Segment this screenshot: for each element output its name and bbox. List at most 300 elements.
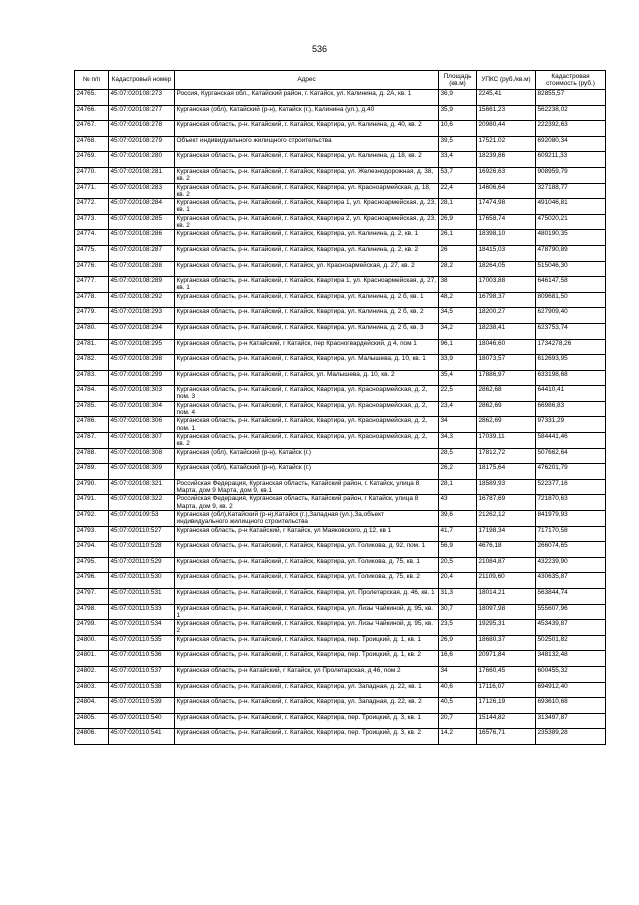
cell-area: 34,3 — [439, 433, 477, 449]
cell-cadnum: 45:07:020108:298 — [109, 355, 175, 371]
cell-cadnum: 45:07:020110:529 — [109, 557, 175, 573]
cell-cadnum: 45:07:020108:307 — [109, 433, 175, 449]
header-address: Адрес — [175, 71, 439, 90]
cell-num: 24772. — [75, 199, 109, 215]
cell-value: 612693,95 — [536, 355, 606, 371]
table-row — [75, 464, 606, 480]
table-row — [75, 698, 606, 714]
cell-value: 717170,58 — [536, 526, 606, 542]
cell-value: 646147,58 — [536, 277, 606, 293]
cell-cadnum: 45:07:020108:304 — [109, 401, 175, 417]
cell-upks: 15661,23 — [477, 105, 536, 121]
cell-address: Курганская область, р-н. Катайский, г. Катайск, Квартира, пер. Троицкий, д. 1, кв. 1 — [175, 635, 439, 651]
table-row — [75, 682, 606, 698]
cell-upks: 18239,86 — [477, 152, 536, 168]
header-cadnum: Кадастровый номер — [109, 71, 175, 90]
table-row — [75, 152, 606, 168]
cell-area: 20,7 — [439, 713, 477, 729]
cell-upks: 16576,71 — [477, 729, 536, 745]
table-row — [75, 713, 606, 729]
cell-address: Курганская область, р-н. Катайский, г. Катайск, Квартира, ул. Железнодорожная, д. 38, кв. 2 — [175, 167, 439, 183]
cell-value: 507662,64 — [536, 448, 606, 464]
cell-num: 24781. — [75, 339, 109, 355]
cell-address: Курганская область, р-н. Катайский, г. Катайск, Квартира 2, ул. Красноармейская, д. 23, кв. 2 — [175, 214, 439, 230]
cell-upks: 19295,31 — [477, 620, 536, 636]
cell-upks: 18073,57 — [477, 355, 536, 371]
cell-num: 24782. — [75, 355, 109, 371]
cell-value: 627909,40 — [536, 308, 606, 324]
cell-upks: 18097,98 — [477, 604, 536, 620]
cell-area: 10,6 — [439, 121, 477, 137]
cell-cadnum: 45:07:020108:309 — [109, 464, 175, 480]
cell-upks: 17660,45 — [477, 666, 536, 682]
cell-value: 327188,77 — [536, 183, 606, 199]
cell-address: Курганская область, р-н. Катайский, г. Катайск, Квартира, пер. Троицкий, д. 3, кв. 2 — [175, 729, 439, 745]
cell-area: 34 — [439, 417, 477, 433]
table-row — [75, 167, 606, 183]
cell-cadnum: 45:07:020108:321 — [109, 479, 175, 495]
cell-area: 34,2 — [439, 323, 477, 339]
cell-upks: 17521,02 — [477, 136, 536, 152]
cell-area: 26,1 — [439, 230, 477, 246]
cell-address: Курганская область, р-н. Катайский, г. Катайск, Квартира, ул. Красноармейская, д. 18, кв. 2 — [175, 183, 439, 199]
cell-value: 562238,02 — [536, 105, 606, 121]
cell-cadnum: 45:07:020108:279 — [109, 136, 175, 152]
cell-value: 522377,16 — [536, 479, 606, 495]
cell-num: 24766. — [75, 105, 109, 121]
cell-upks: 16798,37 — [477, 292, 536, 308]
cell-cadnum: 45:07:020108:281 — [109, 167, 175, 183]
cell-num: 24775. — [75, 245, 109, 261]
table-row — [75, 448, 606, 464]
cell-num: 24792. — [75, 511, 109, 527]
cell-num: 24770. — [75, 167, 109, 183]
cell-address: Курганская область, р-н. Катайский, г. Катайск, Квартира, ул. Красноармейская, д. 2, пом. 3 — [175, 386, 439, 402]
table-row — [75, 199, 606, 215]
cell-area: 38 — [439, 277, 477, 293]
cell-upks: 2862,69 — [477, 417, 536, 433]
cell-value: 235389,28 — [536, 729, 606, 745]
cell-value: 721870,63 — [536, 495, 606, 511]
cell-value: 908959,79 — [536, 167, 606, 183]
cell-area: 28,5 — [439, 448, 477, 464]
cell-upks: 15144,82 — [477, 713, 536, 729]
table-row — [75, 136, 606, 152]
cell-area: 20,4 — [439, 573, 477, 589]
table-row — [75, 651, 606, 667]
cell-upks: 17658,74 — [477, 214, 536, 230]
cell-address: Курганская область, р-н. Катайский, г. Катайск, Квартира, ул. Красноармейская, д. 2, кв. 2 — [175, 433, 439, 449]
cell-num: 24790. — [75, 479, 109, 495]
cell-upks: 18175,64 — [477, 464, 536, 480]
cell-cadnum: 45:07:020110:528 — [109, 542, 175, 558]
cell-value: 609211,33 — [536, 152, 606, 168]
cell-cadnum: 45:07:020108:286 — [109, 230, 175, 246]
cell-cadnum: 45:07:020110:533 — [109, 604, 175, 620]
cell-value: 515046,30 — [536, 261, 606, 277]
cell-address: Курганская (обл), Катайский (р-н), Катайск (г.) — [175, 448, 439, 464]
cell-value: 476201,79 — [536, 464, 606, 480]
cell-value: 841979,93 — [536, 511, 606, 527]
cell-area: 41,7 — [439, 526, 477, 542]
cell-num: 24789. — [75, 464, 109, 480]
cell-upks: 20971,84 — [477, 651, 536, 667]
cell-num: 24805. — [75, 713, 109, 729]
cell-value: 97331,29 — [536, 417, 606, 433]
cell-address: Курганская область, р-н. Катайский, г. Катайск, Квартира 1, ул. Красноармейская, д. 23, кв. 1 — [175, 199, 439, 215]
cell-area: 26 — [439, 245, 477, 261]
table-header-row — [75, 71, 606, 90]
table-row — [75, 277, 606, 293]
cell-value: 491046,81 — [536, 199, 606, 215]
table-row — [75, 511, 606, 527]
cell-value: 453439,87 — [536, 620, 606, 636]
cell-upks: 2862,69 — [477, 401, 536, 417]
cell-cadnum: 45:07:020110:538 — [109, 682, 175, 698]
table-row — [75, 121, 606, 137]
cell-num: 24803. — [75, 682, 109, 698]
cell-address: Курганская область, р-н. Катайский, г. Катайск, Квартира, ул. Калинина, д. 2, кв. 1 — [175, 230, 439, 246]
cell-area: 35,9 — [439, 105, 477, 121]
cell-num: 24773. — [75, 214, 109, 230]
table-row — [75, 589, 606, 605]
cell-address: Курганская область, р-н Катайский, г Катайск, пер Красногвардейский, д 4, пом 1 — [175, 339, 439, 355]
cell-area: 43 — [439, 495, 477, 511]
table-row — [75, 526, 606, 542]
cell-num: 24801. — [75, 651, 109, 667]
cell-value: 623753,74 — [536, 323, 606, 339]
cell-area: 56,9 — [439, 542, 477, 558]
cell-value: 478790,89 — [536, 245, 606, 261]
cell-num: 24783. — [75, 370, 109, 386]
cell-area: 26,9 — [439, 635, 477, 651]
cell-area: 53,7 — [439, 167, 477, 183]
cell-num: 24771. — [75, 183, 109, 199]
cell-address: Курганская область, р-н. Катайский, г. Катайск, Квартира, ул. Голикова, д. 75, кв. 1 — [175, 557, 439, 573]
cell-num: 24793. — [75, 526, 109, 542]
cell-address: Курганская область, р-н. Катайский, г. Катайск, Квартира, ул. Голикова, д. 75, кв. 2 — [175, 573, 439, 589]
cell-address: Курганская (обл), Катайский (р-н), Катайск (г.) — [175, 464, 439, 480]
cell-cadnum: 45:07:020108:278 — [109, 121, 175, 137]
cell-value: 348132,48 — [536, 651, 606, 667]
cell-value: 430635,87 — [536, 573, 606, 589]
cell-area: 35,4 — [439, 370, 477, 386]
table-row — [75, 495, 606, 511]
cell-upks: 18415,03 — [477, 245, 536, 261]
cell-upks: 17003,88 — [477, 277, 536, 293]
cell-num: 24774. — [75, 230, 109, 246]
cell-value: 584441,46 — [536, 433, 606, 449]
cell-upks: 18200,27 — [477, 308, 536, 324]
cell-upks: 17812,72 — [477, 448, 536, 464]
cell-address: Курганская область, р-н. Катайский, г. Катайск, Квартира, ул. Красноармейская, д. 2, пом. 1 — [175, 417, 439, 433]
cell-area: 20,5 — [439, 557, 477, 573]
cell-cadnum: 45:07:020110:527 — [109, 526, 175, 542]
cell-cadnum: 45:07:020108:289 — [109, 277, 175, 293]
cell-address: Курганская область, р-н. Катайский, г. Катайск, Квартира, ул. Красноармейская, д. 2, пом. 4 — [175, 401, 439, 417]
cell-area: 40,5 — [439, 698, 477, 714]
cell-num: 24797. — [75, 589, 109, 605]
cell-value: 64410,41 — [536, 386, 606, 402]
cell-num: 24795. — [75, 557, 109, 573]
table-row — [75, 386, 606, 402]
cell-address: Курганская область, р-н. Катайский, г. Катайск, Квартира, ул. Малышева, д. 10, кв. 1 — [175, 355, 439, 371]
cell-cadnum: 45:07:020110:536 — [109, 651, 175, 667]
cell-address: Курганская (обл),Катайский (р-н),Катайск (г.),Западная (ул.),За,объект индивидуального жилищного строительства — [175, 511, 439, 527]
cell-cadnum: 45:07:020108:308 — [109, 448, 175, 464]
cell-address: Курганская область, р-н. Катайский, г. Катайск, Квартира, ул. Западная, д. 22, кв. 2 — [175, 698, 439, 714]
cell-address: Курганская область, р-н. Катайский, г. Катайск, Квартира, ул. Калинина, д. 40, кв. 2 — [175, 121, 439, 137]
cell-address: Российская Федерация, Курганская область, Катайский район, г. Катайск, улица 8 Марта, дом 9 Марта, дом 9, кв.1 — [175, 479, 439, 495]
cell-upks: 20980,44 — [477, 121, 536, 137]
cell-upks: 2862,68 — [477, 386, 536, 402]
table-row — [75, 90, 606, 106]
cell-num: 24785. — [75, 401, 109, 417]
cell-upks: 18680,37 — [477, 635, 536, 651]
cell-num: 24784. — [75, 386, 109, 402]
cell-area: 26,2 — [439, 464, 477, 480]
cell-upks: 18589,93 — [477, 479, 536, 495]
cell-value: 313497,87 — [536, 713, 606, 729]
table-row — [75, 183, 606, 199]
cell-num: 24806. — [75, 729, 109, 745]
cell-upks: 18238,41 — [477, 323, 536, 339]
cell-area: 22,5 — [439, 386, 477, 402]
cell-num: 24799. — [75, 620, 109, 636]
cell-area: 34,5 — [439, 308, 477, 324]
cell-area: 14,2 — [439, 729, 477, 745]
cell-cadnum: 45:07:020108:277 — [109, 105, 175, 121]
cell-cadnum: 45:07:020108:295 — [109, 339, 175, 355]
table-row — [75, 433, 606, 449]
cell-area: 23,5 — [439, 620, 477, 636]
table-row — [75, 355, 606, 371]
cell-value: 480190,35 — [536, 230, 606, 246]
table-row — [75, 573, 606, 589]
cell-address: Курганская область, р-н. Катайский, г. Катайск, Квартира, ул. Калинина, д. 2, кв. 2 — [175, 245, 439, 261]
cell-area: 40,6 — [439, 682, 477, 698]
table-row — [75, 339, 606, 355]
cell-num: 24787. — [75, 433, 109, 449]
cell-value: 693610,68 — [536, 698, 606, 714]
table-row — [75, 542, 606, 558]
cell-area: 22,4 — [439, 183, 477, 199]
cell-cadnum: 45:07:020108:280 — [109, 152, 175, 168]
table-row — [75, 620, 606, 636]
table-row — [75, 105, 606, 121]
cell-cadnum: 45:07:020108:299 — [109, 370, 175, 386]
cell-cadnum: 45:07:020108:303 — [109, 386, 175, 402]
cell-area: 36,9 — [439, 90, 477, 106]
cell-upks: 17886,97 — [477, 370, 536, 386]
cell-cadnum: 45:07:020108:273 — [109, 90, 175, 106]
cell-cadnum: 45:07:020108:285 — [109, 214, 175, 230]
cell-upks: 17474,98 — [477, 199, 536, 215]
cadastral-table — [74, 70, 606, 745]
cell-upks: 18014,21 — [477, 589, 536, 605]
cell-cadnum: 45:07:020108:283 — [109, 183, 175, 199]
cell-upks: 21084,87 — [477, 557, 536, 573]
cell-address: Курганская область, р-н. Катайский, г. Катайск, Квартира, пер. Троицкий, д. 1, кв. 2 — [175, 651, 439, 667]
cell-upks: 18398,10 — [477, 230, 536, 246]
cell-cadnum: 45:07:020108:293 — [109, 308, 175, 324]
cell-num: 24802. — [75, 666, 109, 682]
cell-value: 222392,63 — [536, 121, 606, 137]
cell-num: 24794. — [75, 542, 109, 558]
cell-upks: 21109,60 — [477, 573, 536, 589]
cell-num: 24791. — [75, 495, 109, 511]
cell-upks: 16787,69 — [477, 495, 536, 511]
header-area: Площадь (кв.м) — [439, 71, 477, 90]
cell-area: 16,6 — [439, 651, 477, 667]
cell-value: 694912,40 — [536, 682, 606, 698]
cell-value: 1734278,26 — [536, 339, 606, 355]
cell-num: 24778. — [75, 292, 109, 308]
cell-address: Курганская область, р-н. Катайский, г. Катайск, Квартира, ул. Голикова, д. 92, пом. 1 — [175, 542, 439, 558]
header-num: № п/п — [75, 71, 109, 90]
cell-num: 24769. — [75, 152, 109, 168]
table-row — [75, 230, 606, 246]
cell-address: Объект индивидуального жилищного строительства — [175, 136, 439, 152]
table-row — [75, 401, 606, 417]
table-row — [75, 729, 606, 745]
cell-area: 48,2 — [439, 292, 477, 308]
cell-num: 24768. — [75, 136, 109, 152]
cell-area: 31,3 — [439, 589, 477, 605]
cell-address: Курганская область, р-н. Катайский, г. Катайск, ул. Малышева, д. 10, кв. 2 — [175, 370, 439, 386]
cell-upks: 21262,12 — [477, 511, 536, 527]
cell-cadnum: 45:07:020108:287 — [109, 245, 175, 261]
cell-value: 475020,21 — [536, 214, 606, 230]
cell-address: Курганская область, р-н. Катайский, г. Катайск, Квартира, ул. Калинина, д. 2 б, кв. 2 — [175, 308, 439, 324]
cell-cadnum: 45:07:020108:294 — [109, 323, 175, 339]
cell-address: Курганская область, р-н. Катайский, г. Катайск, Квартира, ул. Калинина, д. 2 б, кв. 3 — [175, 323, 439, 339]
cell-upks: 2245,41 — [477, 90, 536, 106]
cell-address: Курганская область, р-н. Катайский, г. Катайск, Квартира, пер. Троицкий, д. 3, кв. 1 — [175, 713, 439, 729]
cell-upks: 18264,05 — [477, 261, 536, 277]
cell-num: 24804. — [75, 698, 109, 714]
cell-upks: 16926,63 — [477, 167, 536, 183]
cell-num: 24767. — [75, 121, 109, 137]
cell-num: 24798. — [75, 604, 109, 620]
cell-address: Курганская область, р-н. Катайский, г. Катайск, ул. Красноармейская, д. 27, кв. 2 — [175, 261, 439, 277]
cell-area: 33,4 — [439, 152, 477, 168]
cell-cadnum: 45:07:020110:534 — [109, 620, 175, 636]
cell-area: 23,4 — [439, 401, 477, 417]
cell-address: Курганская область, р-н Катайский, г Катайск, ул Маяковского, д 12, кв 1 — [175, 526, 439, 542]
cell-area: 96,1 — [439, 339, 477, 355]
cell-address: Курганская область, р-н. Катайский, г. Катайск, Квартира, ул. Лизы Чайкиной, д. 95, кв. 1 — [175, 604, 439, 620]
cell-area: 28,1 — [439, 479, 477, 495]
cell-cadnum: 45:07:020109:53 — [109, 511, 175, 527]
cell-value: 563844,74 — [536, 589, 606, 605]
cell-upks: 17126,19 — [477, 698, 536, 714]
cell-address: Курганская область, р-н. Катайский, г. Катайск, Квартира, ул. Лизы Чайкиной, д. 95, кв. 2 — [175, 620, 439, 636]
cell-area: 28,2 — [439, 261, 477, 277]
cell-upks: 18046,60 — [477, 339, 536, 355]
table-row — [75, 557, 606, 573]
cell-cadnum: 45:07:020110:541 — [109, 729, 175, 745]
cell-address: Российская Федерация, Курганская область, Катайский район, г Катайск, улица 8 Марта, дом 9, кв. 2 — [175, 495, 439, 511]
table-row — [75, 604, 606, 620]
cell-cadnum: 45:07:020108:292 — [109, 292, 175, 308]
cell-area: 39,5 — [439, 136, 477, 152]
cell-cadnum: 45:07:020108:306 — [109, 417, 175, 433]
table-row — [75, 370, 606, 386]
cell-cadnum: 45:07:020110:539 — [109, 698, 175, 714]
cell-address: Курганская область, р-н. Катайский, г. Катайск, Квартира, ул. Калинина, д. 2 б, кв. 1 — [175, 292, 439, 308]
cell-address: Курганская область, р-н Катайский, г Катайск, ул Пролетарская, д 46, пом 2 — [175, 666, 439, 682]
cell-area: 28,1 — [439, 199, 477, 215]
cell-upks: 17116,07 — [477, 682, 536, 698]
page-number: 536 — [311, 44, 328, 54]
cell-address: Россия, Курганская обл., Катайский район, г. Катайск, ул. Калинина, д. 2А, кв. 1 — [175, 90, 439, 106]
table-row — [75, 323, 606, 339]
cell-cadnum: 45:07:020110:535 — [109, 635, 175, 651]
cell-address: Курганская область, р-н. Катайский, г. Катайск, Квартира, ул. Пролетарская, д. 46, кв. 1 — [175, 589, 439, 605]
cell-num: 24777. — [75, 277, 109, 293]
cell-value: 600455,32 — [536, 666, 606, 682]
cell-cadnum: 45:07:020108:322 — [109, 495, 175, 511]
table-row — [75, 417, 606, 433]
cell-cadnum: 45:07:020108:288 — [109, 261, 175, 277]
cell-address: Курганская (обл), Катайский (р-н), Катайск (г.), Калинина (ул.), д.40 — [175, 105, 439, 121]
cell-area: 26,9 — [439, 214, 477, 230]
table-row — [75, 666, 606, 682]
cell-area: 34 — [439, 666, 477, 682]
table-row — [75, 261, 606, 277]
cell-address: Курганская область, р-н. Катайский, г. Катайск, Квартира 1, ул. Красноармейская, д. 27, кв. 1 — [175, 277, 439, 293]
cell-value: 633198,68 — [536, 370, 606, 386]
cell-num: 24780. — [75, 323, 109, 339]
cell-upks: 14606,64 — [477, 183, 536, 199]
cell-cadnum: 45:07:020110:540 — [109, 713, 175, 729]
cell-value: 432239,90 — [536, 557, 606, 573]
header-upks: УПКС (руб./кв.м) — [477, 71, 536, 90]
table-row — [75, 245, 606, 261]
cell-address: Курганская область, р-н. Катайский, г. Катайск, Квартира, ул. Западная, д. 22, кв. 1 — [175, 682, 439, 698]
table-row — [75, 635, 606, 651]
cell-cadnum: 45:07:020108:284 — [109, 199, 175, 215]
table-row — [75, 308, 606, 324]
cell-cadnum: 45:07:020110:537 — [109, 666, 175, 682]
cell-address: Курганская область, р-н. Катайский, г. Катайск, Квартира, ул. Калинина, д. 18, кв. 2 — [175, 152, 439, 168]
cell-upks: 17039,11 — [477, 433, 536, 449]
table-row — [75, 214, 606, 230]
cell-value: 66986,83 — [536, 401, 606, 417]
cell-upks: 4676,18 — [477, 542, 536, 558]
cell-value: 82855,57 — [536, 90, 606, 106]
cell-value: 809681,50 — [536, 292, 606, 308]
cell-num: 24776. — [75, 261, 109, 277]
cell-num: 24796. — [75, 573, 109, 589]
cell-num: 24800. — [75, 635, 109, 651]
cell-value: 555607,96 — [536, 604, 606, 620]
cell-area: 33,9 — [439, 355, 477, 371]
cell-value: 266074,65 — [536, 542, 606, 558]
table-row — [75, 479, 606, 495]
cell-area: 30,7 — [439, 604, 477, 620]
cell-value: 692080,34 — [536, 136, 606, 152]
cell-area: 39,6 — [439, 511, 477, 527]
cell-value: 502501,82 — [536, 635, 606, 651]
cell-num: 24786. — [75, 417, 109, 433]
cell-num: 24788. — [75, 448, 109, 464]
header-value: Кадастровая стоимость (руб.) — [536, 71, 606, 90]
table-row — [75, 292, 606, 308]
cell-num: 24765. — [75, 90, 109, 106]
cell-cadnum: 45:07:020110:531 — [109, 589, 175, 605]
